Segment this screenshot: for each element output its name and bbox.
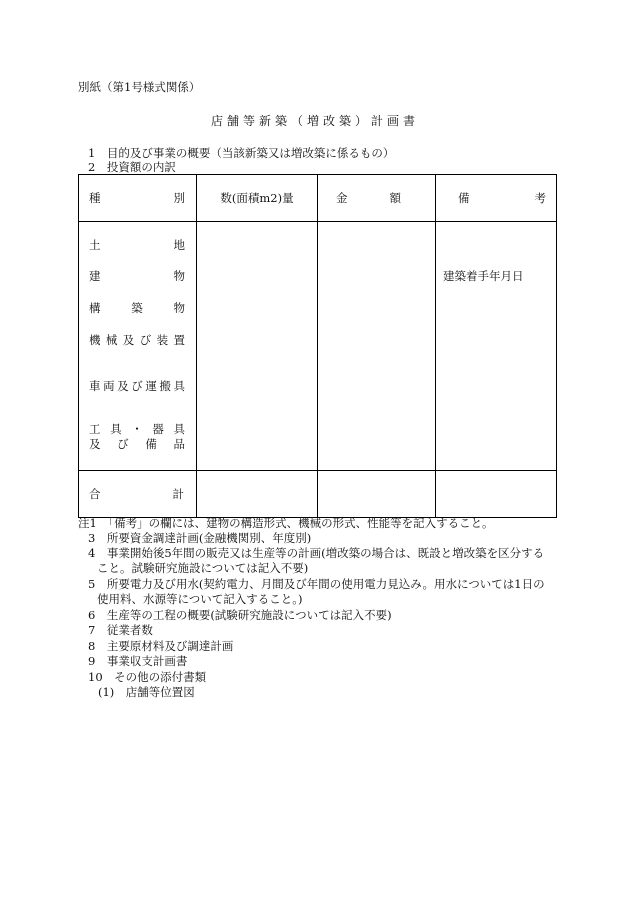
- section-6-process: 6 生産等の工程の概要(試験研究施設については記入不要): [88, 608, 392, 622]
- header-quantity: 数(面積m2)量: [197, 175, 318, 222]
- header-amount: 金 額: [318, 175, 436, 222]
- row-label-land: 土地: [89, 238, 185, 252]
- section-3-funding: 3 所要資金調達計画(金融機関別、年度別): [88, 531, 312, 545]
- total-remarks-cell: [436, 471, 557, 518]
- total-quantity-cell: [197, 471, 318, 518]
- section-4-sales-plan: 4 事業開始後5年間の販売又は生産等の計画(増改築の場合は、既設と増改築を区分する: [88, 546, 545, 560]
- table-body-row: [79, 222, 557, 471]
- building-start-date-remark: 建築着手年月日: [443, 269, 524, 283]
- row-label-vehicles: 車両及び運搬具: [89, 379, 185, 393]
- document-title: 店舗等新築（増改築）計画書: [210, 114, 419, 128]
- section-8-materials: 8 主要原材料及び調達計画: [88, 639, 234, 653]
- row-label-building: 建物: [89, 269, 185, 283]
- remarks-column-cell: [436, 222, 557, 471]
- type-column-cell: [79, 222, 197, 471]
- row-label-tools: 工具・器具: [89, 422, 185, 436]
- section-7-employees: 7 従業者数: [88, 623, 153, 637]
- header-type: 種 別: [79, 175, 197, 222]
- document-heading: 別紙（第1号様式関係）: [78, 80, 201, 94]
- section-5-power-water: 5 所要電力及び用水(契約電力、月間及び年間の使用電力見込み。用水については1日の: [88, 577, 545, 591]
- section-1-purpose: 1 目的及び事業の概要（当該新築又は増改築に係るもの）: [88, 146, 395, 160]
- amount-column-cell: [318, 222, 436, 471]
- row-label-structure: 構築物: [89, 301, 185, 315]
- section-4-continued: こと。試験研究施設については記入不要): [97, 561, 309, 575]
- table-total-row: [79, 471, 557, 518]
- investment-table: [78, 174, 557, 518]
- quantity-column-cell: [197, 222, 318, 471]
- row-label-machinery: 機械及び装置: [89, 333, 185, 347]
- section-9-budget: 9 事業収支計画書: [88, 654, 188, 668]
- row-label-fixtures: 及び備品: [89, 437, 185, 451]
- table-header-row: [79, 175, 557, 222]
- header-remarks: 備 考: [436, 175, 557, 222]
- total-label-cell: 合 計: [79, 471, 197, 518]
- note-1: 注1 「備考」の欄には、建物の構造形式、機械の形式、性能等を記入すること。: [78, 516, 494, 530]
- total-amount-cell: [318, 471, 436, 518]
- section-5-continued: 使用料、水源等について記入すること。): [97, 592, 303, 606]
- section-2-investment: 2 投資額の内訳: [88, 160, 176, 174]
- section-10-attachments: 10 その他の添付書類: [88, 670, 207, 684]
- section-10-sub-1: (1) 店舗等位置図: [98, 685, 195, 699]
